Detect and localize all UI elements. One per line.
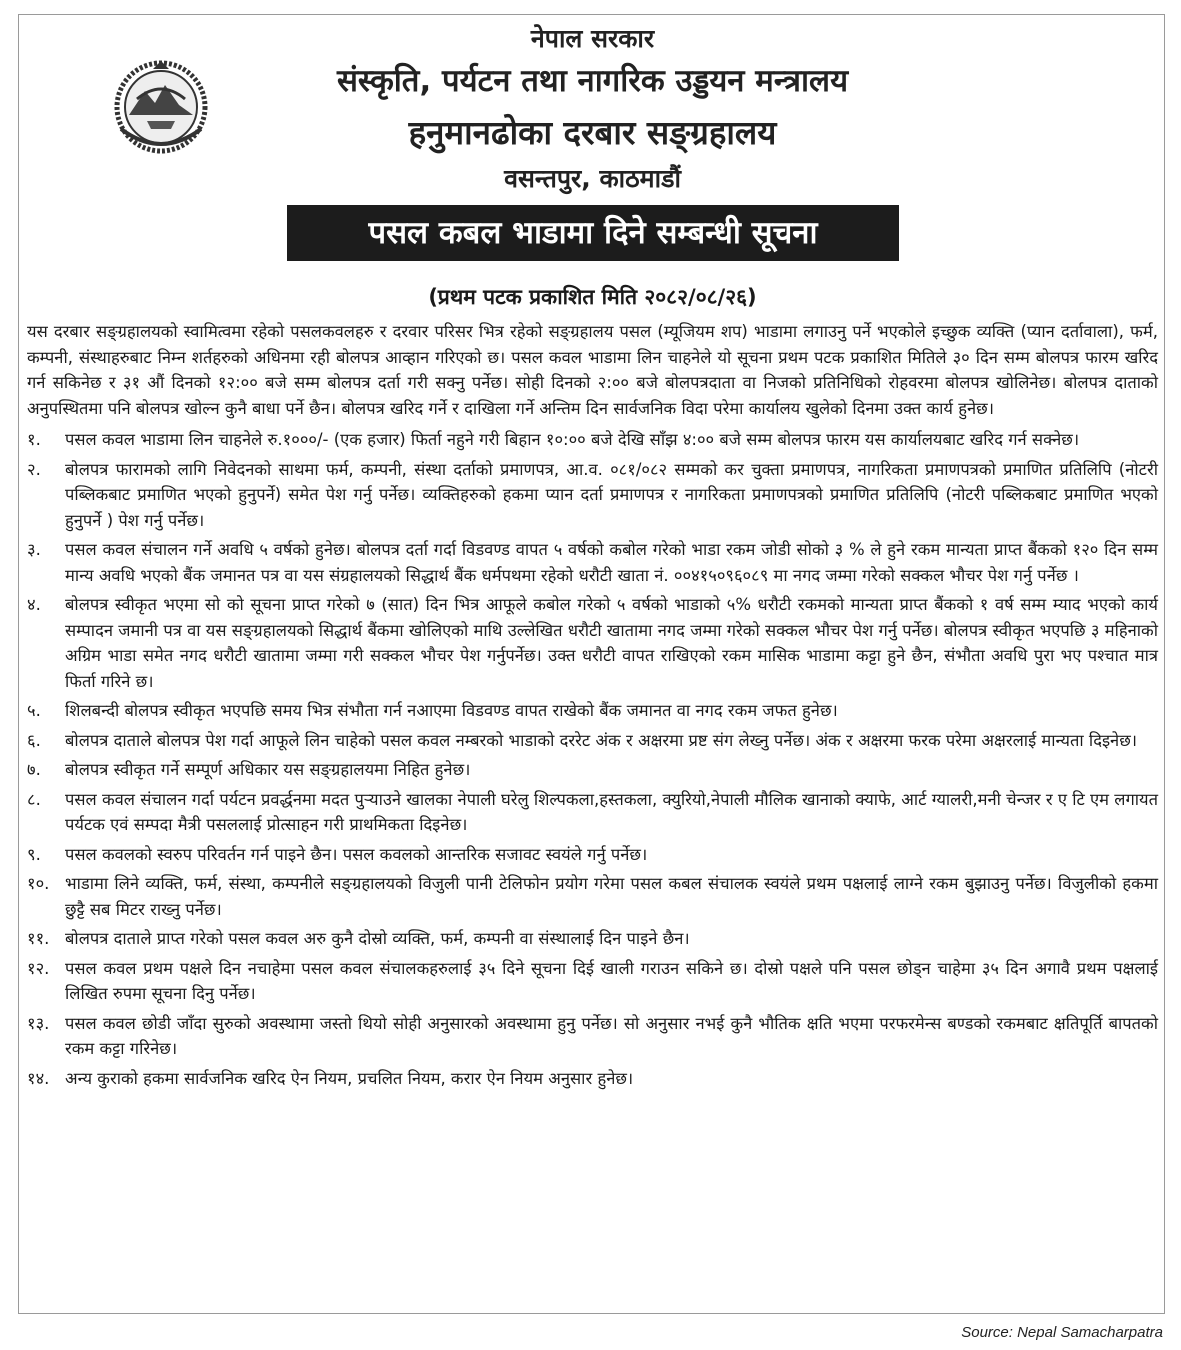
- source-credit: Source: Nepal Samacharpatra: [961, 1324, 1163, 1341]
- list-item: [27, 956, 1158, 1007]
- item-text: पसल कवल संचालन गर्दा पर्यटन प्रवर्द्धनमा मदत पुऱ्याउने खालका नेपाली घरेलु शिल्पकला,हस्तकला, क्युरियो,नेपाली मौलिक खानाको क्याफे, आर्ट ग्यालरी,मनी चेन्जर र ए टि एम लगायत पर्यटक एवं सम्पदा मैत्री पसललाई प्रोत्साहन गरी प्राथमिकता दिइनेछ।: [65, 789, 1158, 834]
- publication-date: (प्रथम पटक प्रकाशित मिति २०८२/०८/२६): [428, 285, 757, 309]
- item-number: ४.: [27, 595, 41, 614]
- ministry-name: संस्कृति, पर्यटन तथा नागरिक उड्डयन मन्त्रालय: [336, 63, 849, 99]
- government-name: नेपाल सरकार: [530, 24, 655, 53]
- item-number: ६.: [27, 730, 41, 750]
- item-number: ५.: [27, 701, 41, 720]
- item-number: ३.: [27, 540, 41, 559]
- item-number: १३.: [27, 1013, 50, 1033]
- list-item: [27, 871, 1158, 922]
- item-number: ९.: [27, 844, 41, 864]
- item-text: शिलबन्दी बोलपत्र स्वीकृत भएपछि समय भित्र संभौता गर्न नआएमा विडवण्ड वापत राखेको बैंक जमानत वा नगद रकम जफत हुनेछ।: [65, 701, 838, 720]
- item-number: १४.: [27, 1068, 50, 1088]
- list-item: [27, 757, 1158, 783]
- list-item: [27, 592, 1158, 694]
- notice-title: पसल कबल भाडामा दिने सम्बन्धी सूचना: [287, 205, 899, 261]
- item-text: पसल कवल संचालन गर्ने अवधि ५ वर्षको हुनेछ। बोलपत्र दर्ता गर्दा विडवण्ड वापत ५ वर्षको कबोल गरेको भाडा रकम जोडी सोको ३ % ले हुने रकम मान्यता प्राप्त बैंकको १२० दिन सम्म मान्य अवधि भएको बैंक जमानत पत्र वा यस संग्रहालयको सिद्धार्थ बैंक धर्मपथमा रहेको धरौटी खाता नं. ००४१५०९६०८९ मा नगद जम्मा गरेको सक्कल भौचर पेश गर्नु पर्नेछ ।: [65, 540, 1158, 585]
- item-text: बोलपत्र दाताले प्राप्त गरेको पसल कवल अरु कुनै दोस्रो व्यक्ति, फर्म, कम्पनी वा संस्थालाई दिन पाइने छैन।: [65, 929, 690, 948]
- list-item: [27, 537, 1158, 588]
- item-text: पसल कवल प्रथम पक्षले दिन नचाहेमा पसल कवल संचालकहरुलाई ३५ दिने सूचना दिई खाली गराउन सकिने छ। दोस्रो पक्षले पनि पसल छोड्न चाहेमा ३५ दिन अगावै प्रथम पक्षलाई लिखित रुपमा सूचना दिनु पर्नेछ।: [65, 958, 1158, 1003]
- item-text: पसल कवल छोडी जाँदा सुरुको अवस्थामा जस्तो थियो सोही अनुसारको अवस्थामा हुनु पर्नेछ। सो अनुसार नभई कुनै भौतिक क्षति भएमा परफरमेन्स बण्डको रकमबाट क्षतिपूर्ति बापतको रकम कट्टा गरिनेछ।: [65, 1013, 1158, 1058]
- intro-paragraph: यस दरबार सङ्ग्रहालयको स्वामित्वमा रहेको पसलकवलहरु र दरवार परिसर भित्र रहेको सङ्ग्रहालय पसल (म्यूजियम शप) भाडामा लगाउनु पर्ने भएकोले इच्छुक व्यक्ति (प्यान दर्तावाला), फर्म, कम्पनी, संस्थाहरुबाट निम्न शर्तहरुको अधिनमा रही बोलपत्र आव्हान गरिएको छ। पसल कवल भाडामा लिन चाहनेले यो सूचना प्रथम पटक प्रकाशित मितिले ३० दिन सम्म बोलपत्र फारम खरिद गर्न सकिनेछ र ३१ औं दिनको १२:०० बजे सम्म बोलपत्र दर्ता गरी सक्नु पर्नेछ। सोही दिनको २:०० बजे बोलपत्रदाता वा निजको प्रतिनिधिको रोहवरमा बोलपत्र खोलिनेछ। बोलपत्र दाताको अनुपस्थितमा पनि बोलपत्र खोल्न कुनै बाधा पर्ने छैन। बोलपत्र खरिद गर्ने र दाखिला गर्ने अन्तिम दिन सार्वजनिक विदा परेमा कार्यालय खुलेको दिनमा उक्त कार्य हुनेछ।: [27, 322, 1158, 418]
- conditions-list: [27, 427, 1158, 1091]
- item-text: अन्य कुराको हकमा सार्वजनिक खरिद ऐन नियम, प्रचलित नियम, करार ऐन नियम अनुसार हुनेछ।: [65, 1068, 634, 1088]
- item-text: पसल कवलको स्वरुप परिवर्तन गर्न पाइने छैन। पसल कवलको आन्तरिक सजावट स्वयंले गर्नु पर्नेछ।: [65, 844, 648, 864]
- item-number: १२.: [27, 958, 50, 978]
- item-text: बोलपत्र स्वीकृत गर्ने सम्पूर्ण अधिकार यस सङ्ग्रहालयमा निहित हुनेछ।: [65, 760, 471, 779]
- item-number: ७.: [27, 760, 41, 779]
- list-item: [27, 698, 1158, 724]
- notice-body: [27, 319, 1158, 1095]
- item-number: ११.: [27, 929, 50, 948]
- item-text: बोलपत्र दाताले बोलपत्र पेश गर्दा आफूले लिन चाहेको पसल कवल नम्बरको भाडाको दररेट अंक र अक्षरमा प्रष्ट संग लेख्नु पर्नेछ। अंक र अक्षरमा फरक परेमा अक्षरलाई मान्यता दिइनेछ।: [65, 730, 1138, 750]
- item-text: बोलपत्र फारामको लागि निवेदनको साथमा फर्म, कम्पनी, संस्था दर्ताको प्रमाणपत्र, आ.व. ०८१/०८२ सम्मको कर चुक्ता प्रमाणपत्र, नागरिकता प्रमाणपत्रको प्रमाणित प्रतिलिपि (नोटरी पब्लिकबाट प्रमाणित भएको हुनुपर्ने) समेत पेश गर्नु पर्नेछ। व्यक्तिहरुको हकमा प्यान दर्ता प्रमाणपत्र र नागरिकता प्रमाणपत्रको प्रमाणित प्रतिलिपि (नोटरी पब्लिकबाट प्रमाणित भएको हुनुपर्ने ) पेश गर्नु पर्नेछ।: [65, 459, 1158, 530]
- location: वसन्तपुर, काठमाडौं: [504, 164, 681, 193]
- museum-name: हनुमानढोका दरबार सङ्ग्रहालय: [408, 113, 777, 152]
- list-item: [27, 926, 1158, 952]
- list-item: [27, 1066, 1158, 1092]
- item-number: ८.: [27, 789, 41, 809]
- list-item: [27, 787, 1158, 838]
- item-number: १०.: [27, 874, 50, 893]
- list-item: [27, 728, 1158, 754]
- list-item: [27, 457, 1158, 534]
- item-text: बोलपत्र स्वीकृत भएमा सो को सूचना प्राप्त गरेको ७ (सात) दिन भित्र आफूले कबोल गरेको ५ वर्षको भाडाको ५% धरौटी रकमको मान्यता प्राप्त बैंकको १ वर्ष सम्म म्याद भएको कार्य सम्पादन जमानी पत्र वा यस सङ्ग्रहालयको सिद्धार्थ बैंकमा खोलिएको माथि उल्लेखित धरौटी खातामा नगद जम्मा गरेको सक्कल भौचर पेश गर्नु पर्नेछ। बोलपत्र स्वीकृत भएपछि ३ महिनाको अग्रिम भाडा समेत नगद धरौटी खातामा जम्मा गरी सक्कल भौचर पेश गर्नुपर्नेछ। उक्त धरौटी वापत राखिएको रकम मासिक भाडामा कट्टा हुने छैन, संभौता अवधि पुरा भए पश्चात मात्र फिर्ता गरिने छ।: [65, 595, 1158, 691]
- item-text: पसल कवल भाडामा लिन चाहनेले रु.१०००/- (एक हजार) फिर्ता नहुने गरी बिहान १०:०० बजे देखि साँझ ४:०० बजे सम्म बोलपत्र फारम यस कार्यालयबाट खरिद गर्न सक्नेछ।: [65, 430, 1080, 449]
- notice-frame: [18, 14, 1165, 1314]
- item-number: १.: [27, 430, 41, 449]
- item-number: २.: [27, 459, 41, 479]
- list-item: [27, 427, 1158, 453]
- list-item: [27, 842, 1158, 868]
- item-text: भाडामा लिने व्यक्ति, फर्म, संस्था, कम्पनीले सङ्ग्रहालयको विजुली पानी टेलिफोन प्रयोग गरेमा पसल कबल संचालक स्वयंले प्रथम पक्षलाई लाग्ने रकम बुझाउनु पर्नेछ। विजुलीको हकमा छुट्टै सब मिटर राख्नु पर्नेछ।: [65, 874, 1158, 919]
- list-item: [27, 1011, 1158, 1062]
